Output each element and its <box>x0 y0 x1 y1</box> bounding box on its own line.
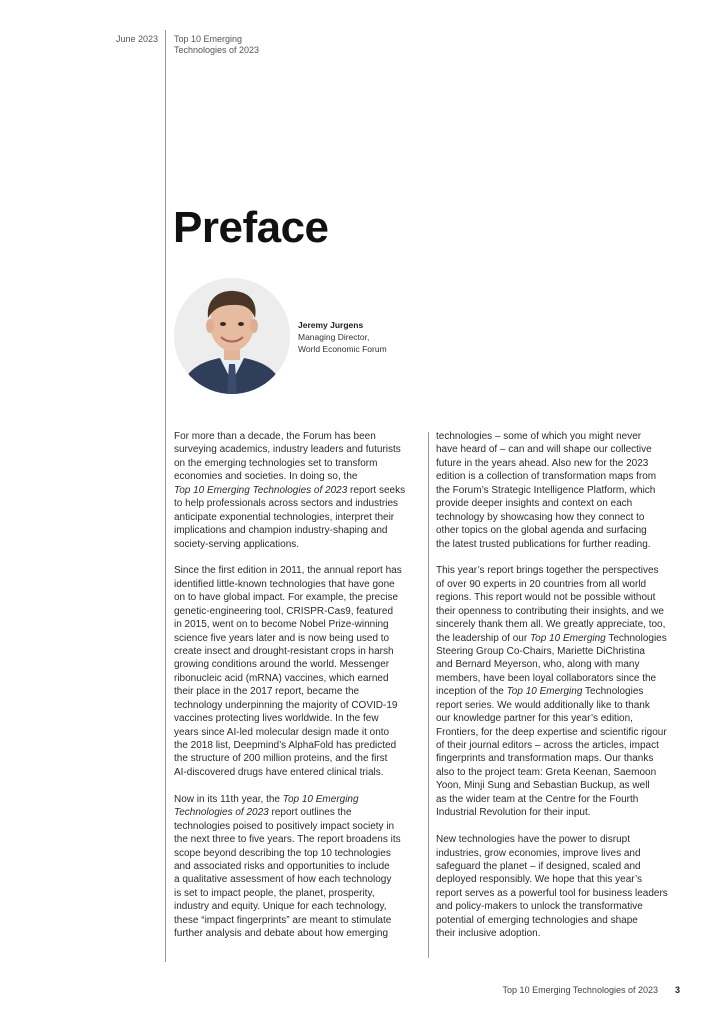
body-line: provide deeper insights and context on each <box>436 498 633 510</box>
body-line: the Forum’s Strategic Intelligence Platform, which <box>436 484 656 496</box>
body-line: as the wider team at the Centre for the Fourth <box>436 793 639 805</box>
body-line: Steering Group Co-Chairs, Mariette DiChristina <box>436 645 645 657</box>
body-paragraph <box>436 430 688 551</box>
body-line: on to have global impact. For example, the precise <box>174 592 399 604</box>
body-line: safeguard the planet – if designed, scaled and <box>436 860 641 872</box>
header-title <box>174 34 324 56</box>
body-line: members, have been loyal collaborators since the <box>436 672 657 684</box>
body-line: industry and equity. Unique for each technology, <box>174 901 387 913</box>
body-line: further analysis and debate about how emerging <box>174 928 389 940</box>
body-line: implications and champion industry-shaping and <box>174 525 388 537</box>
body-line: For more than a decade, the Forum has been <box>174 431 376 442</box>
body-line: identified little-known technologies that have gone <box>174 578 395 590</box>
page-number: 3 <box>675 985 681 995</box>
body-line: technology underpinning the majority of COVID-19 <box>174 699 398 711</box>
body-line: in 2015, went on to become Nobel Prize-winning <box>174 619 389 631</box>
body-line: surveying academics, industry leaders and futurists <box>174 444 401 456</box>
author-portrait <box>174 278 290 394</box>
author-block <box>298 319 387 355</box>
body-line: the 2018 list, Deepmind’s AlphaFold has predicted <box>174 740 397 752</box>
body-line: regions. This report would not be possible without <box>436 592 656 604</box>
body-line: have heard of – can and will shape our collective <box>436 444 652 456</box>
body-line: growing conditions around the world. Messenger <box>174 659 390 671</box>
body-line: Frontiers, for the deep expertise and scientific rigour <box>436 726 667 738</box>
body-line: technologies poised to positively impact society in <box>174 820 395 832</box>
body-line: society-serving applications. <box>174 538 300 550</box>
body-line: edition is a collection of transformation maps from <box>436 471 657 483</box>
author-role: Managing Director, <box>298 332 370 342</box>
page-title: Preface <box>173 203 329 252</box>
body-line: AI-discovered drugs have entered clinical trials. <box>174 766 384 778</box>
body-paragraph <box>436 833 688 941</box>
body-line: the next three to five years. The report broadens its <box>174 834 401 846</box>
body-line: years since AI-led molecular design made it onto <box>174 726 390 738</box>
author-name: Jeremy Jurgens <box>298 320 364 330</box>
column-rule <box>428 432 429 958</box>
body-line: is set to impact people, the planet, prosperity, <box>174 887 375 899</box>
body-line: and policy-makers to unlock the transformative <box>436 901 643 913</box>
body-line: of over 90 experts in 20 countries from all world <box>436 578 647 590</box>
footer-title: Top 10 Emerging Technologies of 2023 <box>502 985 658 995</box>
body-line: economies and societies. In doing so, the <box>174 471 358 483</box>
body-line: deployed responsibly. We hope that this year’s <box>436 874 643 886</box>
body-column-left <box>174 430 422 954</box>
body-line: Yoon, Minji Sung and Sebastian Buckup, as well <box>436 780 650 792</box>
body-line: Technologies of 2023 report outlines the <box>174 807 352 819</box>
body-line: industries, grow economies, improve lives and <box>436 847 641 859</box>
body-line: their openness to contributing their insights, and we <box>436 605 664 617</box>
body-line: anticipate exponential technologies, interpret their <box>174 511 395 523</box>
body-line: technologies – some of which you might never <box>436 431 642 442</box>
body-line: a qualitative assessment of how each technology <box>174 874 392 886</box>
body-line: other topics on the global agenda and surfacing <box>436 525 647 537</box>
body-line: Industrial Revolution for their input. <box>436 807 591 819</box>
body-line: our knowledge partner for this year’s edition, <box>436 713 633 725</box>
body-line: fingerprints and transformation maps. Our thanks <box>436 753 654 765</box>
body-paragraph <box>174 793 422 941</box>
body-line: ribonucleic acid (mRNA) vaccines, which earned <box>174 672 389 684</box>
body-line: the leadership of our Top 10 Emerging Technologies <box>436 632 667 644</box>
body-line: technology by showcasing how they connect to <box>436 511 645 523</box>
body-line: vaccines protecting lives worldwide. In the few <box>174 713 379 725</box>
header-title-line: Top 10 Emerging <box>174 34 243 44</box>
author-organization: World Economic Forum <box>298 344 387 354</box>
body-line: to help professionals across sectors and industries <box>174 498 399 510</box>
body-line: inception of the Top 10 Emerging Technologies <box>436 686 644 698</box>
body-line: science five years later and is now being used to <box>174 632 390 644</box>
body-line: their inclusive adoption. <box>436 928 541 940</box>
body-line: on the emerging technologies set to transform <box>174 457 378 469</box>
body-line: of their journal editors – across the articles, impact <box>436 740 659 752</box>
margin-rule <box>165 30 166 962</box>
body-line: report series. We would additionally like to thank <box>436 699 650 711</box>
header-date: June 2023 <box>115 34 158 44</box>
body-paragraph <box>436 564 688 819</box>
body-line: the latest trusted publications for further reading. <box>436 538 651 550</box>
body-line: New technologies have the power to disrupt <box>436 834 631 846</box>
body-line: genetic-engineering tool, CRISPR-Cas9, featured <box>174 605 394 617</box>
body-paragraph <box>174 430 422 551</box>
body-line: potential of emerging technologies and shape <box>436 914 638 926</box>
body-paragraph <box>174 564 422 779</box>
body-line: Now in its 11th year, the Top 10 Emerging <box>174 793 359 805</box>
body-line: their place in the 2017 report, became the <box>174 686 360 698</box>
body-line: and Bernard Meyerson, who, along with many <box>436 659 640 671</box>
body-line: This year’s report brings together the perspectives <box>436 565 659 577</box>
body-column-right <box>436 430 688 954</box>
body-line: also to the project team: Greta Keenan, Saemoon <box>436 766 657 778</box>
body-line: future in the years ahead. Also new for the 2023 <box>436 457 649 469</box>
body-line: create insect and drought-resistant crops in harsh <box>174 645 394 657</box>
header-title-line: Technologies of 2023 <box>174 45 260 55</box>
body-line: report serves as a powerful tool for business leaders <box>436 887 668 899</box>
body-line: sincerely thank them all. We greatly appreciate, too, <box>436 619 666 631</box>
body-line: scope beyond describing the top 10 technologies <box>174 847 391 859</box>
body-line: and associated risks and opportunities to include <box>174 860 390 872</box>
body-line: Top 10 Emerging Technologies of 2023 report seeks <box>174 484 406 496</box>
body-line: these “impact fingerprints” are meant to stimulate <box>174 914 392 926</box>
body-line: Since the first edition in 2011, the annual report has <box>174 565 402 577</box>
body-line: the structure of 200 million proteins, and the first <box>174 753 388 765</box>
